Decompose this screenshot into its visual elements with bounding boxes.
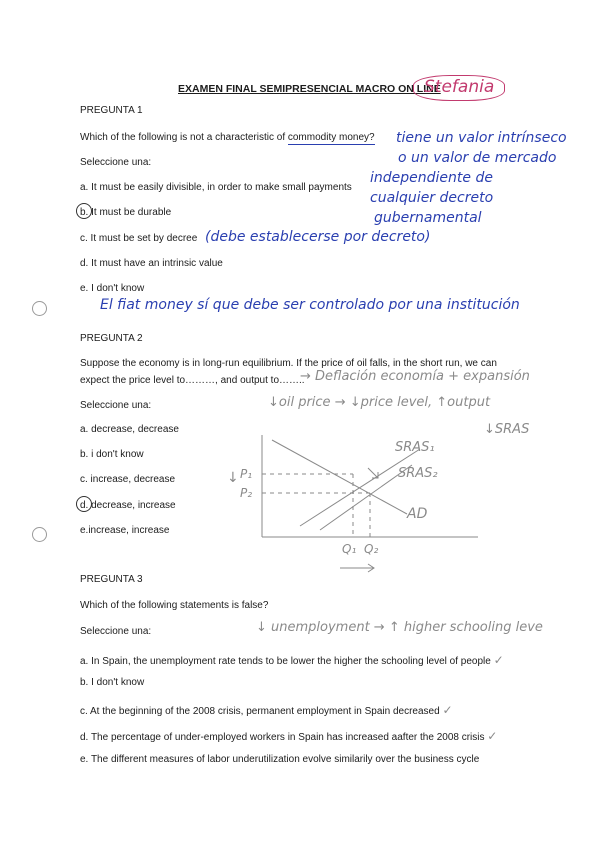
q2-option-d[interactable]: d. decrease, increase — [80, 500, 176, 511]
graph-label-sras2: SRAS₂ — [398, 466, 438, 481]
graph-sras1-curve — [300, 449, 420, 526]
q3-option-c-check: ✓ — [442, 703, 453, 717]
q2-note-oil: ↓oil price → ↓price level, ↑output — [268, 395, 491, 410]
q1-note-line-3: independiente de — [370, 170, 493, 186]
q1-question-text: Which of the following is not a characteristic of — [80, 132, 286, 143]
q3-option-a[interactable] — [80, 653, 504, 667]
q3-option-e[interactable]: e. The different measures of labor underutilization evolve similarily over the business cycle — [80, 754, 480, 765]
q2-note-line-2-text: Deflación economía + expansión — [315, 369, 530, 384]
q2-option-a[interactable]: a. decrease, decrease — [80, 424, 179, 435]
graph-label-ad: AD — [407, 506, 428, 522]
q1-option-a[interactable]: a. It must be easily divisible, in order to make small payments — [80, 182, 352, 193]
q2-select-label: Seleccione una: — [80, 400, 152, 411]
q2-option-c[interactable]: c. increase, decrease — [80, 474, 176, 485]
q1-note-line-4: cualquier decreto — [370, 190, 494, 206]
q3-option-d-text: d. The percentage of under-employed workers in Spain has increased aafter the 2008 crisis — [80, 732, 485, 743]
q1-note-line-2: o un valor de mercado — [398, 150, 557, 166]
q1-note-c: (debe establecerse por decreto) — [205, 229, 431, 245]
q3-note: ↓ unemployment → ↑ higher schooling leve — [256, 620, 543, 635]
graph-label-sras1: SRAS₁ — [395, 440, 435, 455]
q3-option-c-text: c. At the beginning of the 2008 crisis, permanent employment in Spain decreased — [80, 706, 440, 717]
q3-question: Which of the following statements is false? — [80, 600, 269, 611]
q3-option-a-text: a. In Spain, the unemployment rate tends to be lower the higher the schooling level of people — [80, 656, 491, 667]
q2-heading: PREGUNTA 2 — [80, 333, 143, 344]
q1-option-c[interactable]: c. It must be set by decree — [80, 233, 198, 244]
q2-note-sras: ↓SRAS — [484, 422, 530, 437]
q3-option-d[interactable] — [80, 729, 497, 743]
exam-title: EXAMEN FINAL SEMIPRESENCIAL MACRO ON LINE — [178, 83, 441, 95]
graph-label-p1: P₁ — [240, 467, 253, 481]
q3-option-a-check: ✓ — [493, 653, 504, 667]
graph-output-arrow — [340, 564, 374, 572]
graph-label-q1: Q₁ — [342, 542, 357, 556]
q1-select-label: Seleccione una: — [80, 157, 152, 168]
student-name-note: Stefania — [413, 75, 505, 101]
q1-note-bottom: El fiat money sí que debe ser controlado por una institución — [100, 297, 520, 313]
graph-label-down-arrow: ↓ — [227, 470, 239, 486]
q1-heading: PREGUNTA 1 — [80, 105, 143, 116]
q1-question-term: commodity money? — [287, 132, 375, 143]
q1-note-line-1: tiene un valor intrínseco — [396, 130, 567, 146]
q2-option-b[interactable]: b. i don't know — [80, 449, 144, 460]
q3-option-c[interactable] — [80, 703, 453, 717]
q3-option-b[interactable]: b. I don't know — [80, 677, 145, 688]
q2-option-e[interactable]: e.increase, increase — [80, 525, 170, 536]
q2-question-line-2: expect the price level to………, and output to…….. — [80, 375, 305, 386]
graph-shift-arrow — [368, 468, 378, 478]
q1-option-d[interactable]: d. It must have an intrinsic value — [80, 258, 223, 269]
q3-heading: PREGUNTA 3 — [80, 574, 143, 585]
q1-option-e[interactable]: e. I don't know — [80, 283, 145, 294]
graph-ad-curve — [272, 440, 407, 514]
graph-label-q2: Q₂ — [364, 542, 379, 556]
q2-question-line-1: Suppose the economy is in long-run equilibrium. If the price of oil falls, in the short run, we can — [80, 358, 497, 369]
q2-note-line-2: → Deflación economía + expansión — [300, 369, 530, 384]
q3-select-label: Seleccione una: — [80, 626, 152, 637]
q1-note-line-5: gubernamental — [374, 210, 482, 226]
q1-option-b[interactable]: b. It must be durable — [80, 207, 172, 218]
graph-label-p2: P₂ — [240, 486, 253, 500]
q3-option-d-check: ✓ — [487, 729, 498, 743]
